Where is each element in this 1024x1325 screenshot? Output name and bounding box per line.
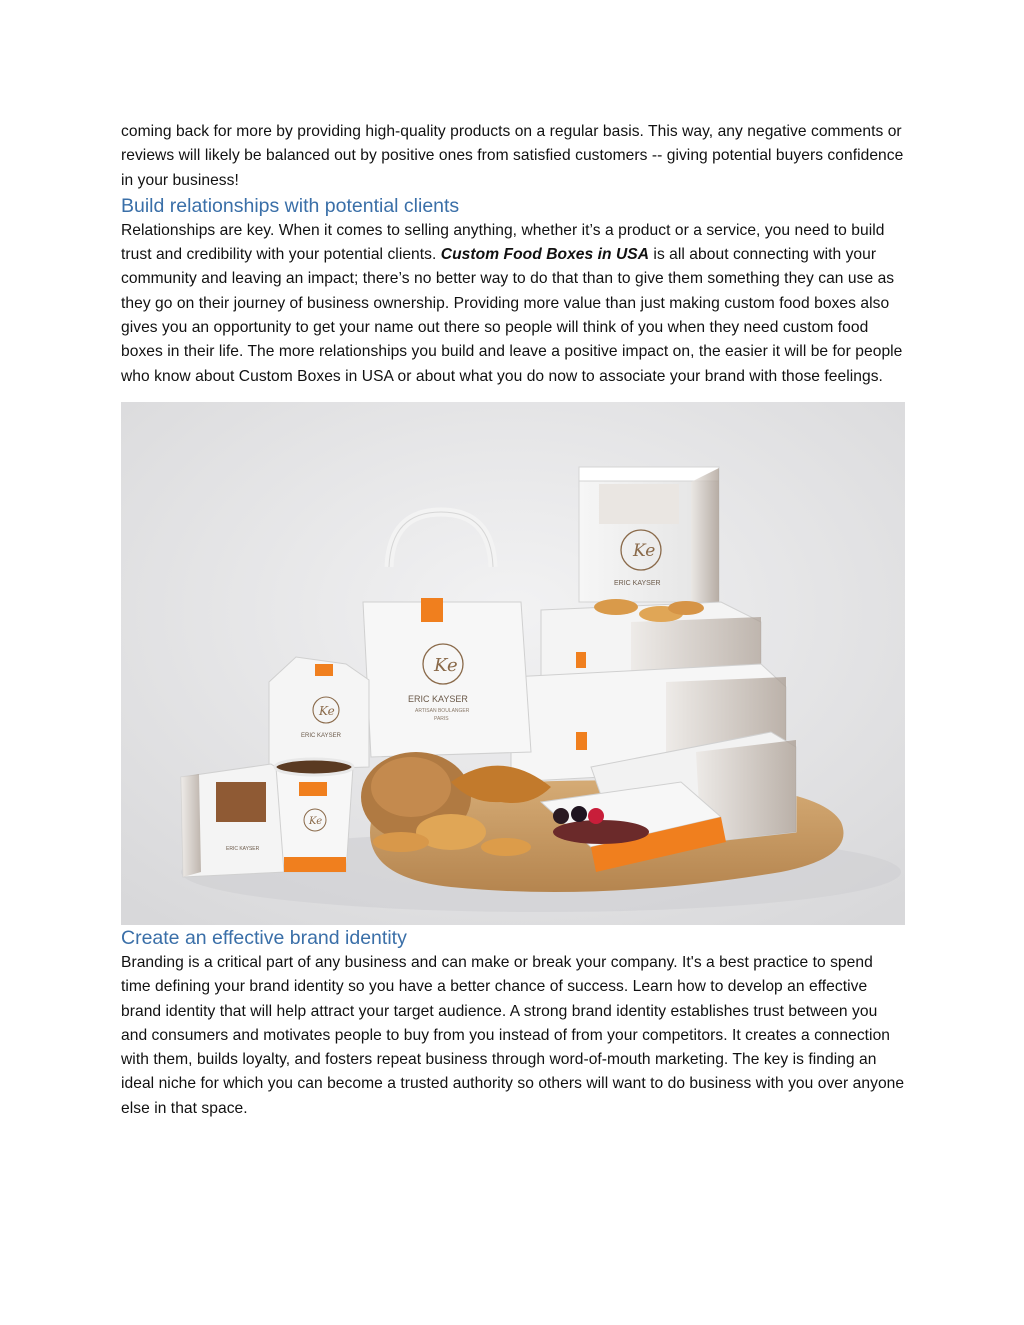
gable-box — [269, 657, 369, 770]
top-pastry-box — [579, 467, 719, 602]
svg-text:ERIC KAYSER: ERIC KAYSER — [301, 732, 341, 739]
brand-identity-paragraph: Branding is a critical part of any business and can make or break your company. It's a best practice to spend time defining your brand identity so you have a better chance of success. Learn how to develop an effective brand identity that will help attract your target audience. A strong brand identity establishes trust between you and consumers and motivates people to buy from you instead of from your competitors. It creates a connection with them, builds loyalty, and fosters repeat business through word-of-mouth marketing. The key is finding an ideal niche for which you can become a trusted authority so others will want to do business with you over anyone else in that space. — [121, 953, 905, 1117]
relationships-paragraph — [121, 219, 905, 389]
intro-paragraph: coming back for more by providing high-quality products on a regular basis. This way, any negative comments or reviews will likely be balanced out by positive ones from satisfied customers -- giving potential buyers confidence in your business! — [121, 123, 904, 189]
relationships-text-after: is all about connecting with your community and leaving an impact; there’s no better way to do that than to give them something they can use as they go on their journey of business ownership. Providing more value than just making custom food boxes also gives you an opportunity to get your name out there so people will think of you when they need custom food boxes in their life. The more relationships you build and leave a positive impact on, the easier it will be for people who know about Custom Boxes in USA or about what you do now to associate your brand with those feelings. — [121, 246, 903, 385]
svg-text:Ke: Ke — [434, 654, 458, 676]
svg-text:Ke: Ke — [319, 703, 335, 718]
svg-text:Ke: Ke — [633, 540, 656, 561]
svg-text:Ke: Ke — [309, 815, 323, 827]
coffee-cup — [275, 759, 353, 872]
relationships-text-before: Relationships are key. When it comes to selling anything, whether it’s a product or a service, you need to build trust and credibility with your potential clients. — [121, 221, 885, 264]
svg-text:ERIC KAYSER: ERIC KAYSER — [408, 693, 468, 704]
heading-build-relationships: Build relationships with potential clients — [121, 194, 460, 217]
page-content — [121, 120, 905, 1121]
window-box-small — [181, 764, 286, 877]
svg-text:ERIC KAYSER: ERIC KAYSER — [226, 845, 260, 852]
heading-brand-identity: Create an effective brand identity — [121, 926, 407, 949]
svg-text:ARTISAN BOULANGER: ARTISAN BOULANGER — [415, 707, 470, 714]
product-photo — [121, 402, 905, 925]
custom-food-boxes-link[interactable]: Custom Food Boxes in USA — [440, 246, 650, 264]
svg-text:ERIC KAYSER: ERIC KAYSER — [614, 579, 661, 587]
svg-text:PARIS: PARIS — [434, 715, 449, 722]
